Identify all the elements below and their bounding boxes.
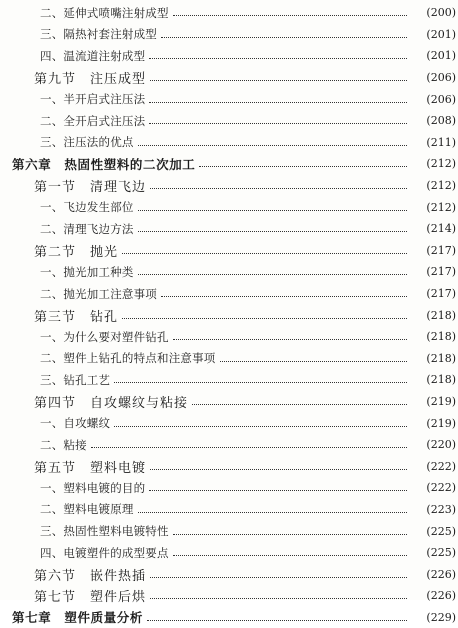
toc-entry-title: 三、热固性塑料电镀特性 bbox=[40, 524, 169, 539]
dot-leader bbox=[149, 111, 407, 124]
toc-entry-page-number: (201) bbox=[426, 27, 456, 41]
toc-entry-page-number: (226) bbox=[426, 567, 456, 581]
toc-entry-page-number: (222) bbox=[426, 481, 456, 495]
toc-entry-page-number: (217) bbox=[426, 243, 456, 257]
toc-entry-item bbox=[0, 2, 458, 24]
toc-entry-title: 二、延伸式喷嘴注射成型 bbox=[40, 5, 169, 20]
toc-entry-title: 四、温流道注射成型 bbox=[40, 48, 146, 63]
toc-entry-page-number: (219) bbox=[426, 394, 456, 408]
toc-entry-item bbox=[0, 196, 458, 218]
dot-leader bbox=[173, 522, 407, 535]
dot-leader bbox=[199, 154, 407, 167]
toc-entry-page-number: (219) bbox=[426, 416, 456, 430]
dot-leader bbox=[122, 306, 407, 319]
toc-entry-item bbox=[0, 218, 458, 240]
toc-entry-item bbox=[0, 132, 458, 154]
toc-entry-page-number: (211) bbox=[426, 135, 456, 149]
toc-entry-title: 三、隔热衬套注射成型 bbox=[40, 27, 157, 42]
toc-entry-item bbox=[0, 283, 458, 305]
toc-entry-title: 三、钻孔工艺 bbox=[40, 372, 111, 387]
toc-entry-section bbox=[0, 240, 458, 262]
toc-entry-page-number: (220) bbox=[426, 438, 456, 452]
toc-entry-page-number: (206) bbox=[426, 92, 456, 106]
toc-entry-title: 二、全开启式注压法 bbox=[40, 113, 146, 128]
toc-entry-title: 二、清理飞边方法 bbox=[40, 221, 134, 236]
toc-entry-section bbox=[0, 391, 458, 413]
toc-entry-page-number: (229) bbox=[426, 610, 456, 624]
toc-entry-page-number: (218) bbox=[426, 351, 456, 365]
toc-entry-item bbox=[0, 520, 458, 542]
toc-entry-item bbox=[0, 24, 458, 46]
dot-leader bbox=[150, 586, 407, 599]
toc-entry-title: 第六章 热固性塑料的二次加工 bbox=[12, 156, 196, 172]
toc-entry-page-number: (218) bbox=[426, 308, 456, 322]
toc-entry-title: 一、为什么要对塑件钻孔 bbox=[40, 329, 169, 344]
toc-entry-page-number: (206) bbox=[426, 71, 456, 85]
toc-entry-title: 第七章 塑件质量分析 bbox=[12, 610, 144, 626]
toc-entry-section bbox=[0, 455, 458, 477]
toc-entry-item bbox=[0, 261, 458, 283]
toc-entry-title: 二、塑件上钻孔的特点和注意事项 bbox=[40, 351, 216, 366]
dot-leader bbox=[138, 219, 407, 232]
dot-leader bbox=[138, 262, 407, 275]
toc-entry-section bbox=[0, 67, 458, 89]
toc-entry-title: 第九节 注压成型 bbox=[34, 72, 147, 88]
toc-entry-item bbox=[0, 542, 458, 564]
toc-entry-title: 第三节 钻孔 bbox=[34, 309, 119, 325]
dot-leader bbox=[149, 90, 407, 103]
toc-entry-page-number: (212) bbox=[426, 157, 456, 171]
dot-leader bbox=[192, 392, 407, 405]
dot-leader bbox=[138, 198, 407, 211]
toc-entry-page-number: (200) bbox=[426, 6, 456, 20]
dot-leader bbox=[114, 370, 407, 383]
toc-entry-title: 第四节 自攻螺纹与粘接 bbox=[34, 395, 189, 411]
toc-entry-title: 二、塑料电镀原理 bbox=[40, 502, 134, 517]
toc-entry-item bbox=[0, 477, 458, 499]
toc-entry-section bbox=[0, 563, 458, 585]
dot-leader bbox=[161, 284, 407, 297]
toc-entry-section bbox=[0, 304, 458, 326]
toc-entry-page-number: (218) bbox=[426, 330, 456, 344]
toc-entry-title: 第二节 抛光 bbox=[34, 244, 119, 260]
dot-leader bbox=[150, 68, 407, 81]
toc-entry-title: 一、抛光加工种类 bbox=[40, 264, 134, 279]
dot-leader bbox=[149, 478, 407, 491]
toc-entry-page-number: (223) bbox=[426, 502, 456, 516]
toc-entry-title: 二、抛光加工注意事项 bbox=[40, 286, 157, 301]
toc-entry-title: 四、电镀塑件的成型要点 bbox=[40, 545, 169, 560]
table-of-contents bbox=[0, 2, 458, 628]
toc-entry-title: 二、粘接 bbox=[40, 437, 87, 452]
dot-leader bbox=[161, 25, 407, 38]
toc-entry-page-number: (225) bbox=[426, 524, 456, 538]
toc-entry-item bbox=[0, 88, 458, 110]
dot-leader bbox=[147, 608, 407, 621]
dot-leader bbox=[138, 500, 407, 513]
toc-entry-title: 第六节 嵌件热插 bbox=[34, 568, 147, 584]
toc-entry-title: 第五节 塑料电镀 bbox=[34, 460, 147, 476]
dot-leader bbox=[122, 241, 407, 254]
toc-entry-title: 一、半开启式注压法 bbox=[40, 92, 146, 107]
toc-entry-item bbox=[0, 434, 458, 456]
toc-entry-item bbox=[0, 110, 458, 132]
toc-entry-section bbox=[0, 585, 458, 607]
toc-entry-item bbox=[0, 326, 458, 348]
toc-entry-title: 一、自攻螺纹 bbox=[40, 416, 111, 431]
toc-entry-page-number: (217) bbox=[426, 265, 456, 279]
toc-entry-item bbox=[0, 412, 458, 434]
toc-entry-title: 第一节 清理飞边 bbox=[34, 180, 147, 196]
toc-entry-title: 一、塑料电镀的目的 bbox=[40, 480, 146, 495]
dot-leader bbox=[149, 46, 407, 59]
toc-entry-page-number: (212) bbox=[426, 200, 456, 214]
dot-leader bbox=[150, 565, 407, 578]
dot-leader bbox=[220, 349, 408, 362]
dot-leader bbox=[173, 3, 407, 16]
toc-entry-page-number: (217) bbox=[426, 287, 456, 301]
toc-entry-page-number: (208) bbox=[426, 114, 456, 128]
toc-entry-title: 一、飞边发生部位 bbox=[40, 200, 134, 215]
toc-entry-page-number: (225) bbox=[426, 546, 456, 560]
toc-entry-page-number: (214) bbox=[426, 222, 456, 236]
dot-leader bbox=[173, 543, 407, 556]
toc-entry-page-number: (201) bbox=[426, 49, 456, 63]
dot-leader bbox=[150, 457, 407, 470]
toc-entry-chapter bbox=[0, 607, 458, 628]
toc-entry-page-number: (226) bbox=[426, 589, 456, 603]
toc-entry-item bbox=[0, 499, 458, 521]
toc-entry-section bbox=[0, 175, 458, 197]
toc-entry-chapter bbox=[0, 153, 458, 175]
toc-entry-item bbox=[0, 369, 458, 391]
toc-entry-title: 三、注压法的优点 bbox=[40, 135, 134, 150]
toc-entry-page-number: (218) bbox=[426, 373, 456, 387]
dot-leader bbox=[138, 133, 407, 146]
toc-entry-title: 第七节 塑件后烘 bbox=[34, 590, 147, 606]
dot-leader bbox=[114, 414, 407, 427]
toc-entry-page-number: (222) bbox=[426, 459, 456, 473]
toc-entry-page-number: (212) bbox=[426, 179, 456, 193]
toc-entry-item bbox=[0, 348, 458, 370]
toc-entry-item bbox=[0, 45, 458, 67]
dot-leader bbox=[91, 435, 407, 448]
dot-leader bbox=[150, 176, 407, 189]
dot-leader bbox=[173, 327, 407, 340]
